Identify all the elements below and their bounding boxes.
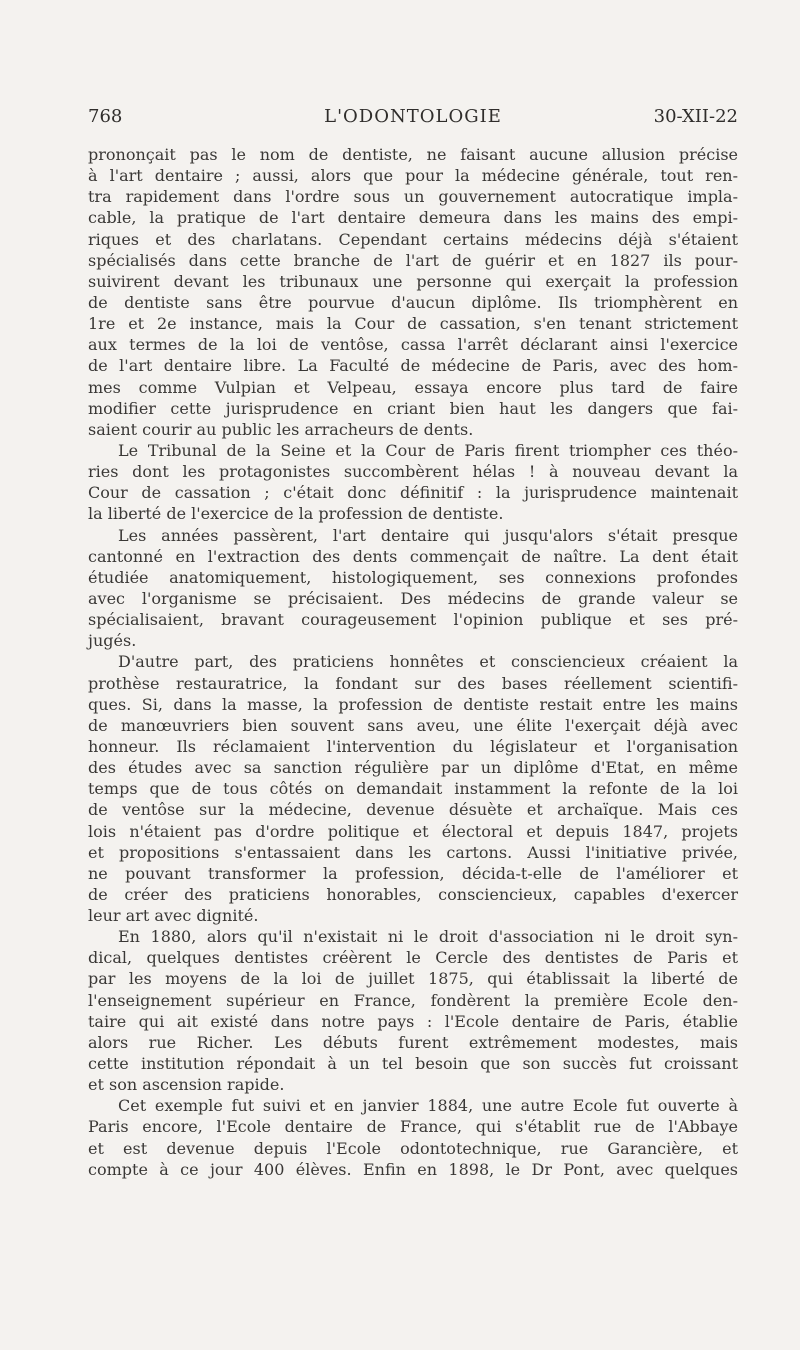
paragraph xyxy=(88,651,738,926)
text-line: lois n'étaient pas d'ordre politique et électoral et depuis 1847, projets xyxy=(88,821,738,841)
text-line: saient courir au public les arracheurs de dents. xyxy=(88,419,474,439)
text-line: et propositions s'entassaient dans les cartons. Aussi l'initiative privée, xyxy=(88,842,738,862)
text-line: Cet exemple fut suivi et en janvier 1884, une autre Ecole fut ouverte à xyxy=(118,1096,738,1116)
paragraph xyxy=(88,525,738,652)
text-line: mes comme Vulpian et Velpeau, essaya encore plus tard de faire xyxy=(88,377,738,397)
text-line: compte à ce jour 400 élèves. Enfin en 1898, le Dr Pont, avec quelques xyxy=(88,1159,738,1179)
text-line: avec l'organisme se précisaient. Des médecins de grande valeur se xyxy=(88,588,738,608)
text-line: cette institution répondait à un tel besoin que son succès fut croissant xyxy=(88,1054,738,1074)
paragraph xyxy=(88,144,738,440)
text-line: ries dont les protagonistes succombèrent hélas ! à nouveau devant la xyxy=(88,462,738,482)
issue-date: 30-XII-22 xyxy=(653,106,738,127)
text-line: ques. Si, dans la masse, la profession de dentiste restait entre les mains xyxy=(88,694,738,714)
text-line: 1re et 2e instance, mais la Cour de cassation, s'en tenant strictement xyxy=(88,314,738,334)
text-line: ne pouvant transformer la profession, décida-t-elle de l'améliorer et xyxy=(88,863,738,883)
text-line: étudiée anatomiquement, histologiquement, ses connexions profondes xyxy=(88,567,738,587)
text-line: leur art avec dignité. xyxy=(88,906,259,926)
text-line: de dentiste sans être pourvue d'aucun diplôme. Ils triomphèrent en xyxy=(88,292,738,312)
text-line: cable, la pratique de l'art dentaire demeura dans les mains des empi- xyxy=(88,208,738,228)
text-line: jugés. xyxy=(88,631,137,651)
text-line: à l'art dentaire ; aussi, alors que pour la médecine générale, tout ren- xyxy=(88,166,738,186)
text-line: par les moyens de la loi de juillet 1875, qui établissait la liberté de xyxy=(88,969,738,989)
paragraph xyxy=(88,1095,738,1180)
text-line: Les années passèrent, l'art dentaire qui jusqu'alors s'était presque xyxy=(118,525,738,545)
text-line: riques et des charlatans. Cependant certains médecins déjà s'étaient xyxy=(88,229,738,249)
paragraph xyxy=(88,926,738,1095)
text-line: alors rue Richer. Les débuts furent extrêmement modestes, mais xyxy=(88,1032,738,1052)
text-line: de créer des praticiens honorables, consciencieux, capables d'exercer xyxy=(88,884,738,904)
running-header xyxy=(88,106,738,128)
text-line: tra rapidement dans l'ordre sous un gouvernement autocratique impla- xyxy=(88,187,738,207)
journal-title: L'ODONTOLOGIE xyxy=(324,106,502,127)
text-line: de l'art dentaire libre. La Faculté de médecine de Paris, avec des hom- xyxy=(88,356,738,376)
text-line: temps que de tous côtés on demandait instamment la refonte de la loi xyxy=(88,779,738,799)
page-number: 768 xyxy=(88,106,123,127)
text-line: Le Tribunal de la Seine et la Cour de Paris firent triompher ces théo- xyxy=(118,440,738,460)
text-line: suivirent devant les tribunaux une personne qui exerçait la profession xyxy=(88,271,738,291)
text-line: Cour de cassation ; c'était donc définitif : la jurisprudence maintenait xyxy=(88,483,738,503)
text-line: de manœuvriers bien souvent sans aveu, une élite l'exerçait déjà avec xyxy=(88,715,738,735)
text-line: prothèse restauratrice, la fondant sur des bases réellement scientifi- xyxy=(88,673,738,693)
text-line: l'enseignement supérieur en France, fondèrent la première Ecole den- xyxy=(88,990,738,1010)
text-line: modifier cette jurisprudence en criant bien haut les dangers que fai- xyxy=(88,398,738,418)
paragraph xyxy=(88,440,738,525)
text-line: spécialisaient, bravant courageusement l'opinion publique et ses pré- xyxy=(88,610,738,630)
text-line: taire qui ait existé dans notre pays : l'Ecole dentaire de Paris, établie xyxy=(88,1011,738,1031)
text-line: et est devenue depuis l'Ecole odontotechnique, rue Garancière, et xyxy=(88,1138,738,1158)
text-line: spécialisés dans cette branche de l'art de guérir et en 1827 ils pour- xyxy=(88,250,738,270)
text-line: aux termes de la loi de ventôse, cassa l'arrêt déclarant ainsi l'exercice xyxy=(88,335,738,355)
text-line: prononçait pas le nom de dentiste, ne faisant aucune allusion précise xyxy=(88,145,738,164)
text-line: des études avec sa sanction régulière par un diplôme d'Etat, en même xyxy=(88,758,738,778)
body-text xyxy=(88,144,738,1180)
text-line: honneur. Ils réclamaient l'intervention du législateur et l'organisation xyxy=(88,736,738,756)
text-line: dical, quelques dentistes créèrent le Cercle des dentistes de Paris et xyxy=(88,948,738,968)
text-line: Paris encore, l'Ecole dentaire de France, qui s'établit rue de l'Abbaye xyxy=(88,1117,738,1137)
text-line: D'autre part, des praticiens honnêtes et consciencieux créaient la xyxy=(118,652,738,672)
text-line: cantonné en l'extraction des dents commençait de naître. La dent était xyxy=(88,546,738,566)
text-line: et son ascension rapide. xyxy=(88,1075,285,1095)
text-line: la liberté de l'exercice de la profession de dentiste. xyxy=(88,504,504,524)
text-line: de ventôse sur la médecine, devenue désuète et archaïque. Mais ces xyxy=(88,800,738,820)
text-line: En 1880, alors qu'il n'existait ni le droit d'association ni le droit syn- xyxy=(118,927,738,947)
